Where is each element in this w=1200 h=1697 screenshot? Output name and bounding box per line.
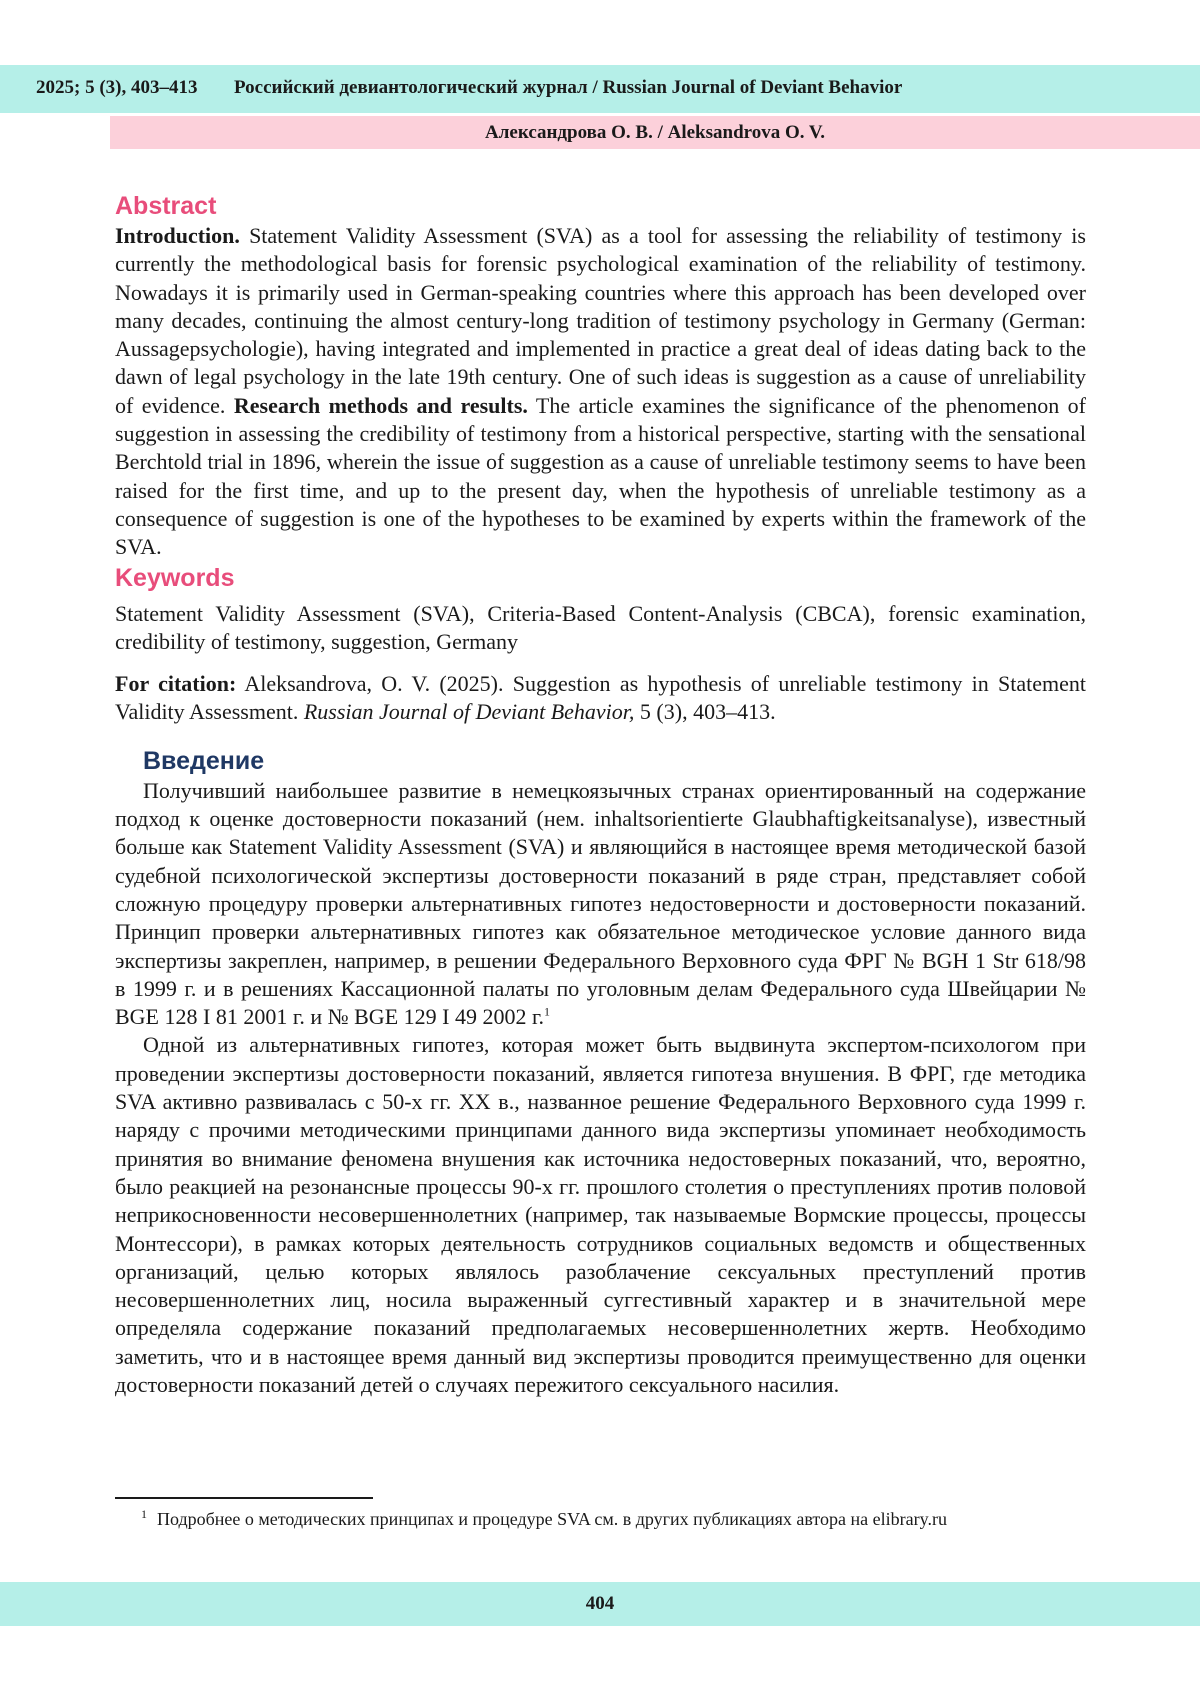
intro-paragraph-2: Одной из альтернативных гипотез, которая может быть выдвинута экспертом-психологом при проведении экспертизы достоверности показаний, является гипотеза внушения. В ФРГ, где методика SVA активно развивалась с 50-х гг. XX в., названное решение Федерального Верховного суда 1999 г. наряду с прочими методическими принципами данного вида экспертизы упоминает необходимость принятия во внимание феномена внушения как источника недостоверных показаний, что, вероятно, было реакцией на резонансные процессы 90-х гг. прошлого столетия о преступлениях против половой неприкосновенности несовершеннолетних (например, так называемые Вормские процессы, процессы Монтессори), в рамках которых деятельность сотрудников социальных ведомств и общественных организаций, целью которых являлось разоблачение сексуальных преступлений против несовершеннолетних лиц, носила выраженный суггестивный характер и в значительной мере определяла содержание показаний предполагаемых несовершеннолетних жертв. Необходимо заметить, что и в настоящее время данный вид экспертизы проводится преимущественно для оценки достоверности показаний детей о случаях пережитого сексуального насилия. xyxy=(115,1032,1086,1397)
footnote-number: 1 xyxy=(141,1507,147,1521)
journal-header-band xyxy=(0,65,1200,113)
issue-info: 2025; 5 (3), 403–413 xyxy=(36,77,198,98)
citation-tail: 5 (3), 403–413. xyxy=(634,699,776,725)
article-content xyxy=(115,190,1086,1399)
footnote-block xyxy=(115,1497,1086,1530)
abstract-heading: Abstract xyxy=(115,192,217,220)
methods-text: The article examines the significance of the phenomenon of suggestion in assessing the credibility of testimony from a historical perspective, starting with the sensational Berchtold trial in 1896, wherein the issue of suggestion as a cause of unreliable testimony seems to have been raised for the first time, and up to the present day, when the hypothesis of unreliable testimony as a consequence of suggestion is one of the hypotheses to be examined by experts within the framework of the SVA. xyxy=(115,392,1086,560)
author-running-head: Александрова О. В. / Aleksandrova O. V. xyxy=(110,116,1200,149)
page-footer-band xyxy=(0,1582,1200,1626)
citation-journal: Russian Journal of Deviant Behavior, xyxy=(303,699,635,725)
intro-paragraph-1 xyxy=(115,777,1086,1032)
keywords-heading: Keywords xyxy=(115,563,235,592)
intro-label: Introduction. xyxy=(115,223,240,248)
introduction-heading: Введение xyxy=(143,746,265,775)
citation-text: Aleksandrova, O. V. (2025). Suggestion as hypothesis of unreliable testimony in Statement Validity Assessment. xyxy=(115,671,1086,725)
methods-label: Research methods and results. xyxy=(233,392,528,418)
footnote-text: Подробнее о методических принципах и процедуре SVA см. в других публикациях автора на elibrary.ru xyxy=(157,1509,947,1529)
page-number: 404 xyxy=(585,1593,615,1614)
footnote-line xyxy=(115,1507,1086,1530)
citation xyxy=(115,670,1086,727)
keywords-text: Statement Validity Assessment (SVA), Criteria-Based Content-Analysis (CBCA), forensic examination, credibility of testimony, suggestion, Germany xyxy=(115,600,1086,654)
citation-label: For citation: xyxy=(115,671,237,697)
journal-title: Российский девиантологический журнал / Russian Journal of Deviant Behavior xyxy=(234,77,903,98)
intro-paragraph-1-text: Получивший наибольшее развитие в немецкоязычных странах ориентированный на содержание подход к оценке достоверности показаний (нем. inhaltsorientierte Glaubhaftigkeitsanalyse), известный больше как Statement Validity Assessment (SVA) и являющийся в настоящее время методической базой судебной психологической экспертизы достоверности показаний в ряде стран, представляет собой сложную процедуру проверки альтернативных гипотез недостоверности и достоверности показаний. Принцип проверки альтернативных гипотез как обязательное методическое условие данного вида экспертизы закреплен, например, в решении Федерального Верховного суда ФРГ № BGH 1 Str 618/98 в 1999 г. и в решениях Кассационной палаты по уголовным делам Федерального суда Швейцарии № BGE 128 I 81 2001 г. и № BGE 129 I 49 2002 г. xyxy=(115,777,1086,1030)
abstract-paragraph xyxy=(115,222,1086,562)
footnote-divider xyxy=(115,1497,373,1499)
footnote-ref[interactable]: 1 xyxy=(544,1004,550,1019)
intro-text: Statement Validity Assessment (SVA) as a tool for assessing the reliability of testimony is currently the methodological basis for forensic psychological examination of the reliability of testimony. Nowadays it is primarily used in German-speaking countries where this approach has been developed over many decades, continuing the almost century-long tradition of testimony psychology in Germany (German: Aussagepsychologie), having integrated and implemented in practice a great deal of ideas dating back to the dawn of legal psychology in the late 19th century. One of such ideas is suggestion as a cause of unreliability of evidence. xyxy=(115,223,1086,418)
